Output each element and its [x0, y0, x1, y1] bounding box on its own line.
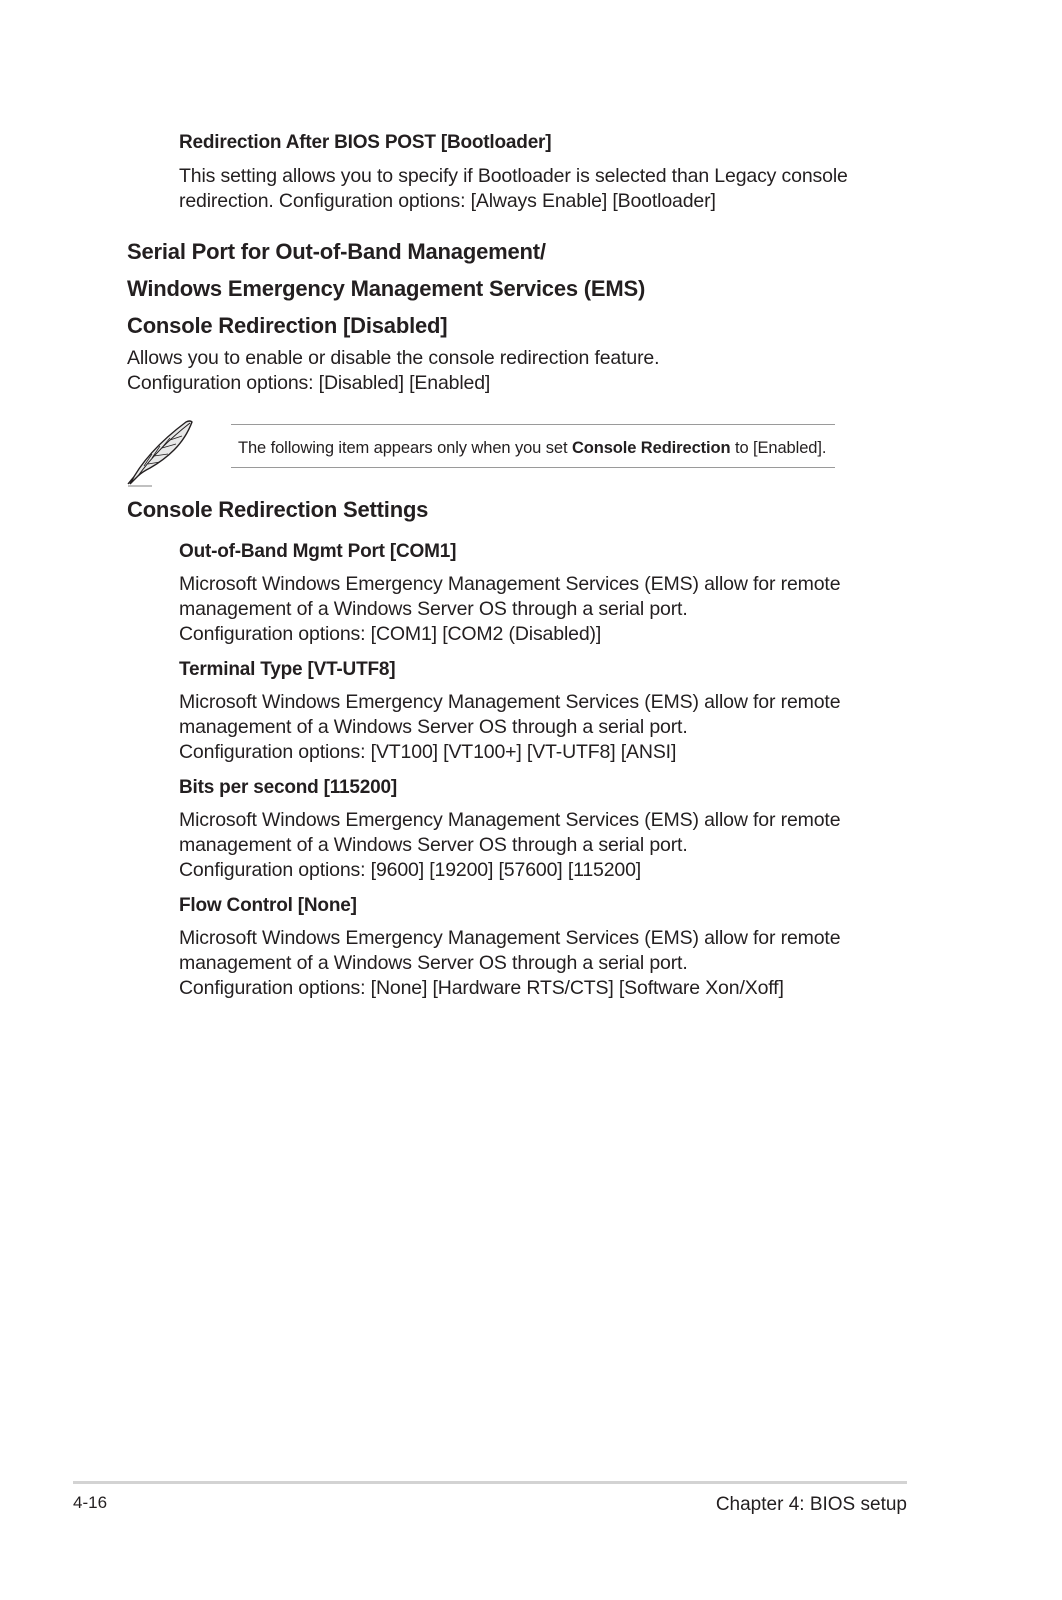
serial-port-heading-line: Windows Emergency Management Services (EMS): [127, 276, 646, 301]
footer-divider: [73, 1481, 907, 1484]
bits-per-second-description: [179, 808, 840, 883]
description-line: Configuration options: [COM1] [COM2 (Disabled)]: [179, 623, 602, 645]
console-redirection-description: [127, 346, 659, 396]
description-line: Microsoft Windows Emergency Management Services (EMS) allow for remote: [179, 691, 841, 713]
description-line: Microsoft Windows Emergency Management Services (EMS) allow for remote: [179, 927, 841, 949]
console-redirection-settings-heading: Console Redirection Settings: [127, 497, 429, 522]
serial-port-heading-line: Serial Port for Out-of-Band Management/: [127, 239, 546, 264]
description-line: management of a Windows Server OS through a serial port.: [179, 834, 688, 856]
redirection-after-post-description: [179, 164, 848, 214]
bits-per-second-heading: Bits per second [115200]: [179, 777, 398, 798]
note-top-divider: [231, 424, 835, 425]
feather-pen-icon: [124, 416, 198, 488]
note-text-bold: Console Redirection: [571, 439, 731, 457]
description-line: Microsoft Windows Emergency Management Services (EMS) allow for remote: [179, 573, 841, 595]
description-line: Configuration options: [None] [Hardware RTS/CTS] [Software Xon/Xoff]: [179, 977, 784, 999]
chapter-title: Chapter 4: BIOS setup: [715, 1494, 907, 1515]
description-line: management of a Windows Server OS through a serial port.: [179, 952, 688, 974]
description-line: Configuration options: [Disabled] [Enabled]: [127, 372, 491, 394]
flow-control-heading: Flow Control [None]: [179, 895, 357, 916]
note-text-before: The following item appears only when you set: [238, 439, 572, 457]
description-line: management of a Windows Server OS through a serial port.: [179, 716, 688, 738]
terminal-type-description: [179, 690, 840, 765]
note-text-after: to [Enabled].: [730, 439, 827, 457]
flow-control-description: [179, 926, 840, 1001]
description-line: Microsoft Windows Emergency Management Services (EMS) allow for remote: [179, 809, 841, 831]
console-redirection-heading: Console Redirection [Disabled]: [127, 313, 448, 338]
oob-mgmt-port-heading: Out-of-Band Mgmt Port [COM1]: [179, 541, 457, 562]
note-text: [238, 438, 826, 458]
description-line: Configuration options: [9600] [19200] [57600] [115200]: [179, 859, 642, 881]
description-line: Configuration options: [VT100] [VT100+] [VT-UTF8] [ANSI]: [179, 741, 677, 763]
description-line: Allows you to enable or disable the console redirection feature.: [127, 347, 660, 369]
terminal-type-heading: Terminal Type [VT-UTF8]: [179, 659, 396, 680]
redirection-after-post-heading: Redirection After BIOS POST [Bootloader]: [179, 132, 552, 153]
description-line: redirection. Configuration options: [Always Enable] [Bootloader]: [179, 190, 716, 212]
page-number: 4-16: [73, 1493, 108, 1512]
oob-mgmt-port-description: [179, 572, 840, 647]
description-line: management of a Windows Server OS through a serial port.: [179, 598, 688, 620]
description-line: This setting allows you to specify if Bootloader is selected than Legacy console: [179, 165, 848, 187]
note-bottom-divider: [231, 467, 835, 468]
